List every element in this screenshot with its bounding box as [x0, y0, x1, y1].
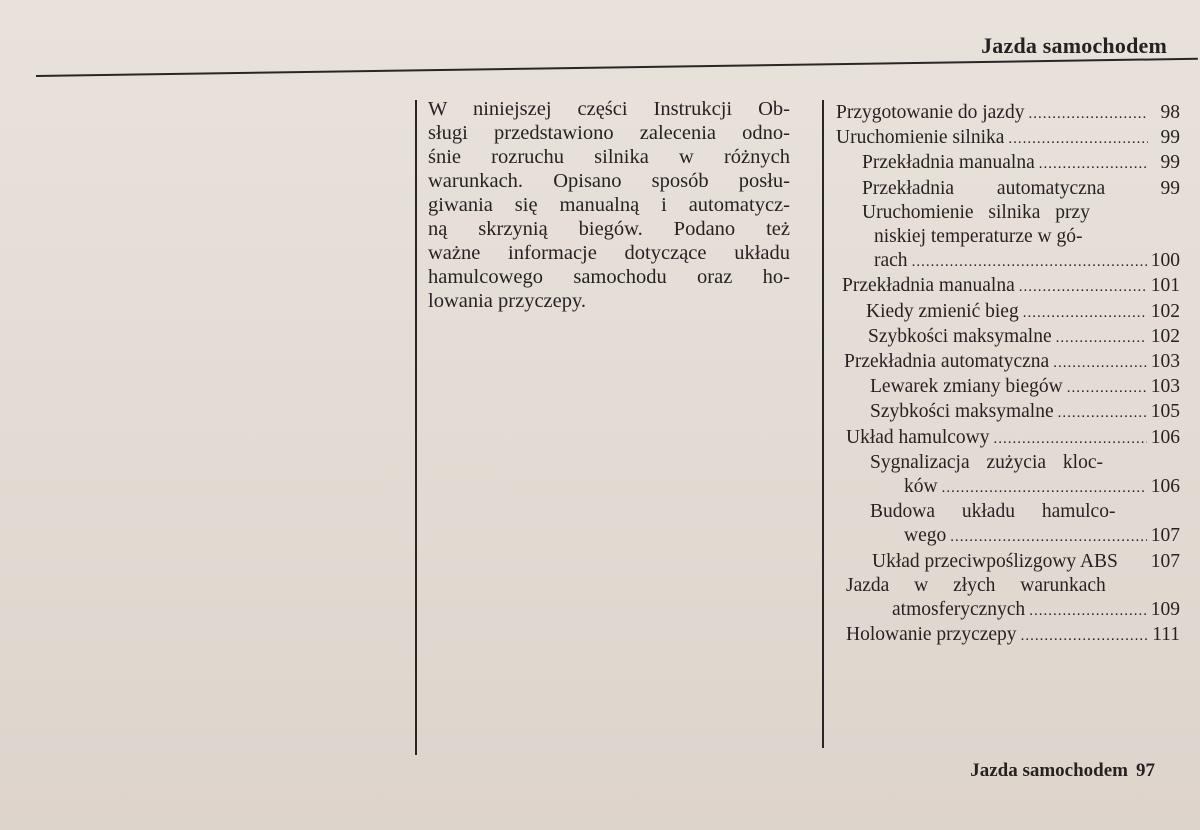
- toc-entry-label: Układ przeciwpoślizgowy ABS: [872, 550, 1118, 572]
- toc-leader-dots: [942, 476, 1147, 500]
- intro-line: ną skrzynią biegów. Podano też: [428, 218, 790, 240]
- toc-entry-page: 106: [1150, 476, 1180, 498]
- toc-entry[interactable]: [836, 550, 1180, 574]
- toc-entry[interactable]: [836, 201, 1180, 225]
- column-divider-right: [822, 100, 824, 748]
- toc-entry-label: ków: [904, 476, 938, 498]
- toc-entry-label: Szybkości maksymalne: [868, 325, 1052, 347]
- toc-leader-dots: [1028, 102, 1148, 126]
- toc-entry-page: 111: [1152, 624, 1180, 646]
- toc-entry-page: 103: [1150, 376, 1180, 398]
- toc-entry[interactable]: [836, 300, 1180, 325]
- intro-line: warunkach. Opisano sposób posłu-: [428, 170, 790, 192]
- toc-entry-label: Przekładnia automatyczna: [844, 351, 1050, 373]
- toc-entry-label: Jazda w złych warunkach: [846, 574, 1106, 596]
- column-divider-left: [415, 100, 417, 755]
- toc-entry-page: 99: [1160, 177, 1180, 199]
- toc-entry-label: Uruchomienie silnika przy: [862, 201, 1090, 223]
- toc-leader-dots: [912, 250, 1147, 274]
- toc-entry-label: Lewarek zmiany biegów: [870, 376, 1063, 398]
- toc-entry[interactable]: [836, 400, 1180, 425]
- toc-entry-label: Przekładnia manualna: [862, 152, 1035, 174]
- toc-entry-page: 103: [1150, 351, 1180, 373]
- toc-entry-label: atmosferycznych: [892, 599, 1026, 621]
- toc-entry-page: 98: [1160, 102, 1180, 123]
- page-number: 97: [1136, 760, 1155, 781]
- toc-entry-label: Przekładnia manualna: [842, 275, 1015, 297]
- header-section-title: Jazda samochodem: [981, 33, 1167, 58]
- toc-entry[interactable]: [836, 249, 1180, 274]
- toc-entry[interactable]: [836, 177, 1180, 201]
- toc-entry[interactable]: [836, 524, 1180, 549]
- toc-entry-page: 100: [1150, 250, 1180, 272]
- toc-leader-dots: [1019, 275, 1147, 299]
- toc-entry-page: 106: [1150, 426, 1180, 448]
- toc-entry-label: Przekładnia automatyczna: [862, 177, 1106, 199]
- toc-entry[interactable]: [836, 325, 1180, 350]
- toc-leader-dots: [1029, 599, 1147, 623]
- intro-paragraph: [428, 97, 790, 313]
- intro-line: sługi przedstawiono zalecenia odno-: [428, 122, 790, 144]
- toc-leader-dots: [1023, 301, 1147, 325]
- toc-leader-dots: [1008, 127, 1148, 151]
- intro-line: giwania się manualną i automatycz-: [428, 194, 790, 216]
- intro-line: hamulcowego samochodu oraz ho-: [428, 266, 790, 288]
- toc-entry-label: Kiedy zmienić bieg: [866, 300, 1019, 322]
- toc-leader-dots: [1021, 624, 1148, 648]
- toc-entry[interactable]: [836, 375, 1180, 400]
- intro-line: W niniejszej części Instrukcji Ob-: [428, 98, 790, 120]
- toc-entry-page: 107: [1150, 550, 1180, 572]
- toc-entry[interactable]: [836, 475, 1180, 500]
- toc-entry-label: wego: [904, 525, 947, 547]
- toc-entry-label: Holowanie przyczepy: [846, 624, 1017, 646]
- toc-leader-dots: [994, 427, 1147, 451]
- toc-entry[interactable]: [836, 500, 1180, 524]
- toc-entry-label: Przygotowanie do jazdy: [836, 102, 1025, 123]
- footer-section-title: Jazda samochodem: [970, 760, 1128, 781]
- header-rule: [36, 58, 1198, 77]
- intro-line: śnie rozruchu silnika w różnych: [428, 146, 790, 168]
- page-footer: [970, 760, 1155, 782]
- toc-leader-dots: [1067, 376, 1147, 400]
- toc-entry-page: 102: [1150, 325, 1180, 347]
- toc-entry-page: 99: [1160, 127, 1180, 149]
- toc-entry[interactable]: [836, 126, 1180, 151]
- toc-entry-page: 101: [1150, 275, 1180, 297]
- toc-entry[interactable]: [836, 101, 1180, 126]
- toc-entry[interactable]: [836, 350, 1180, 375]
- toc-entry-label: Układ hamulcowy: [846, 426, 990, 448]
- toc-entry-label: Uruchomienie silnika: [836, 127, 1005, 149]
- toc-entry-page: 99: [1160, 152, 1180, 174]
- toc-entry-page: 102: [1150, 300, 1180, 322]
- toc-entry[interactable]: [836, 426, 1180, 451]
- toc-entry-label: niskiej temperaturze w gó-: [874, 226, 1083, 248]
- toc-entry-page: 107: [1150, 525, 1180, 547]
- toc-entry[interactable]: [836, 274, 1180, 299]
- toc-entry-label: rach: [874, 250, 908, 272]
- toc-entry[interactable]: [836, 623, 1180, 648]
- toc-entry-label: Sygnalizacja zużycia kloc-: [870, 451, 1103, 473]
- toc-leader-dots: [1039, 152, 1148, 176]
- intro-line: ważne informacje dotyczące układu: [428, 242, 790, 264]
- toc-leader-dots: [1056, 326, 1147, 350]
- toc-entry-page: 105: [1150, 401, 1180, 423]
- toc-entry-label: Budowa układu hamulco-: [870, 501, 1116, 523]
- toc-entry-label: Szybkości maksymalne: [870, 401, 1054, 423]
- toc-leader-dots: [1053, 351, 1147, 375]
- toc-entry[interactable]: [836, 151, 1180, 176]
- table-of-contents: [836, 101, 1180, 648]
- toc-entry[interactable]: [836, 225, 1180, 249]
- toc-leader-dots: [950, 525, 1147, 549]
- toc-entry[interactable]: [836, 451, 1180, 475]
- intro-line: lowania przyczepy.: [428, 290, 587, 312]
- toc-entry[interactable]: [836, 598, 1180, 623]
- toc-entry[interactable]: [836, 574, 1180, 598]
- toc-entry-page: 109: [1150, 599, 1180, 621]
- toc-leader-dots: [1058, 401, 1147, 425]
